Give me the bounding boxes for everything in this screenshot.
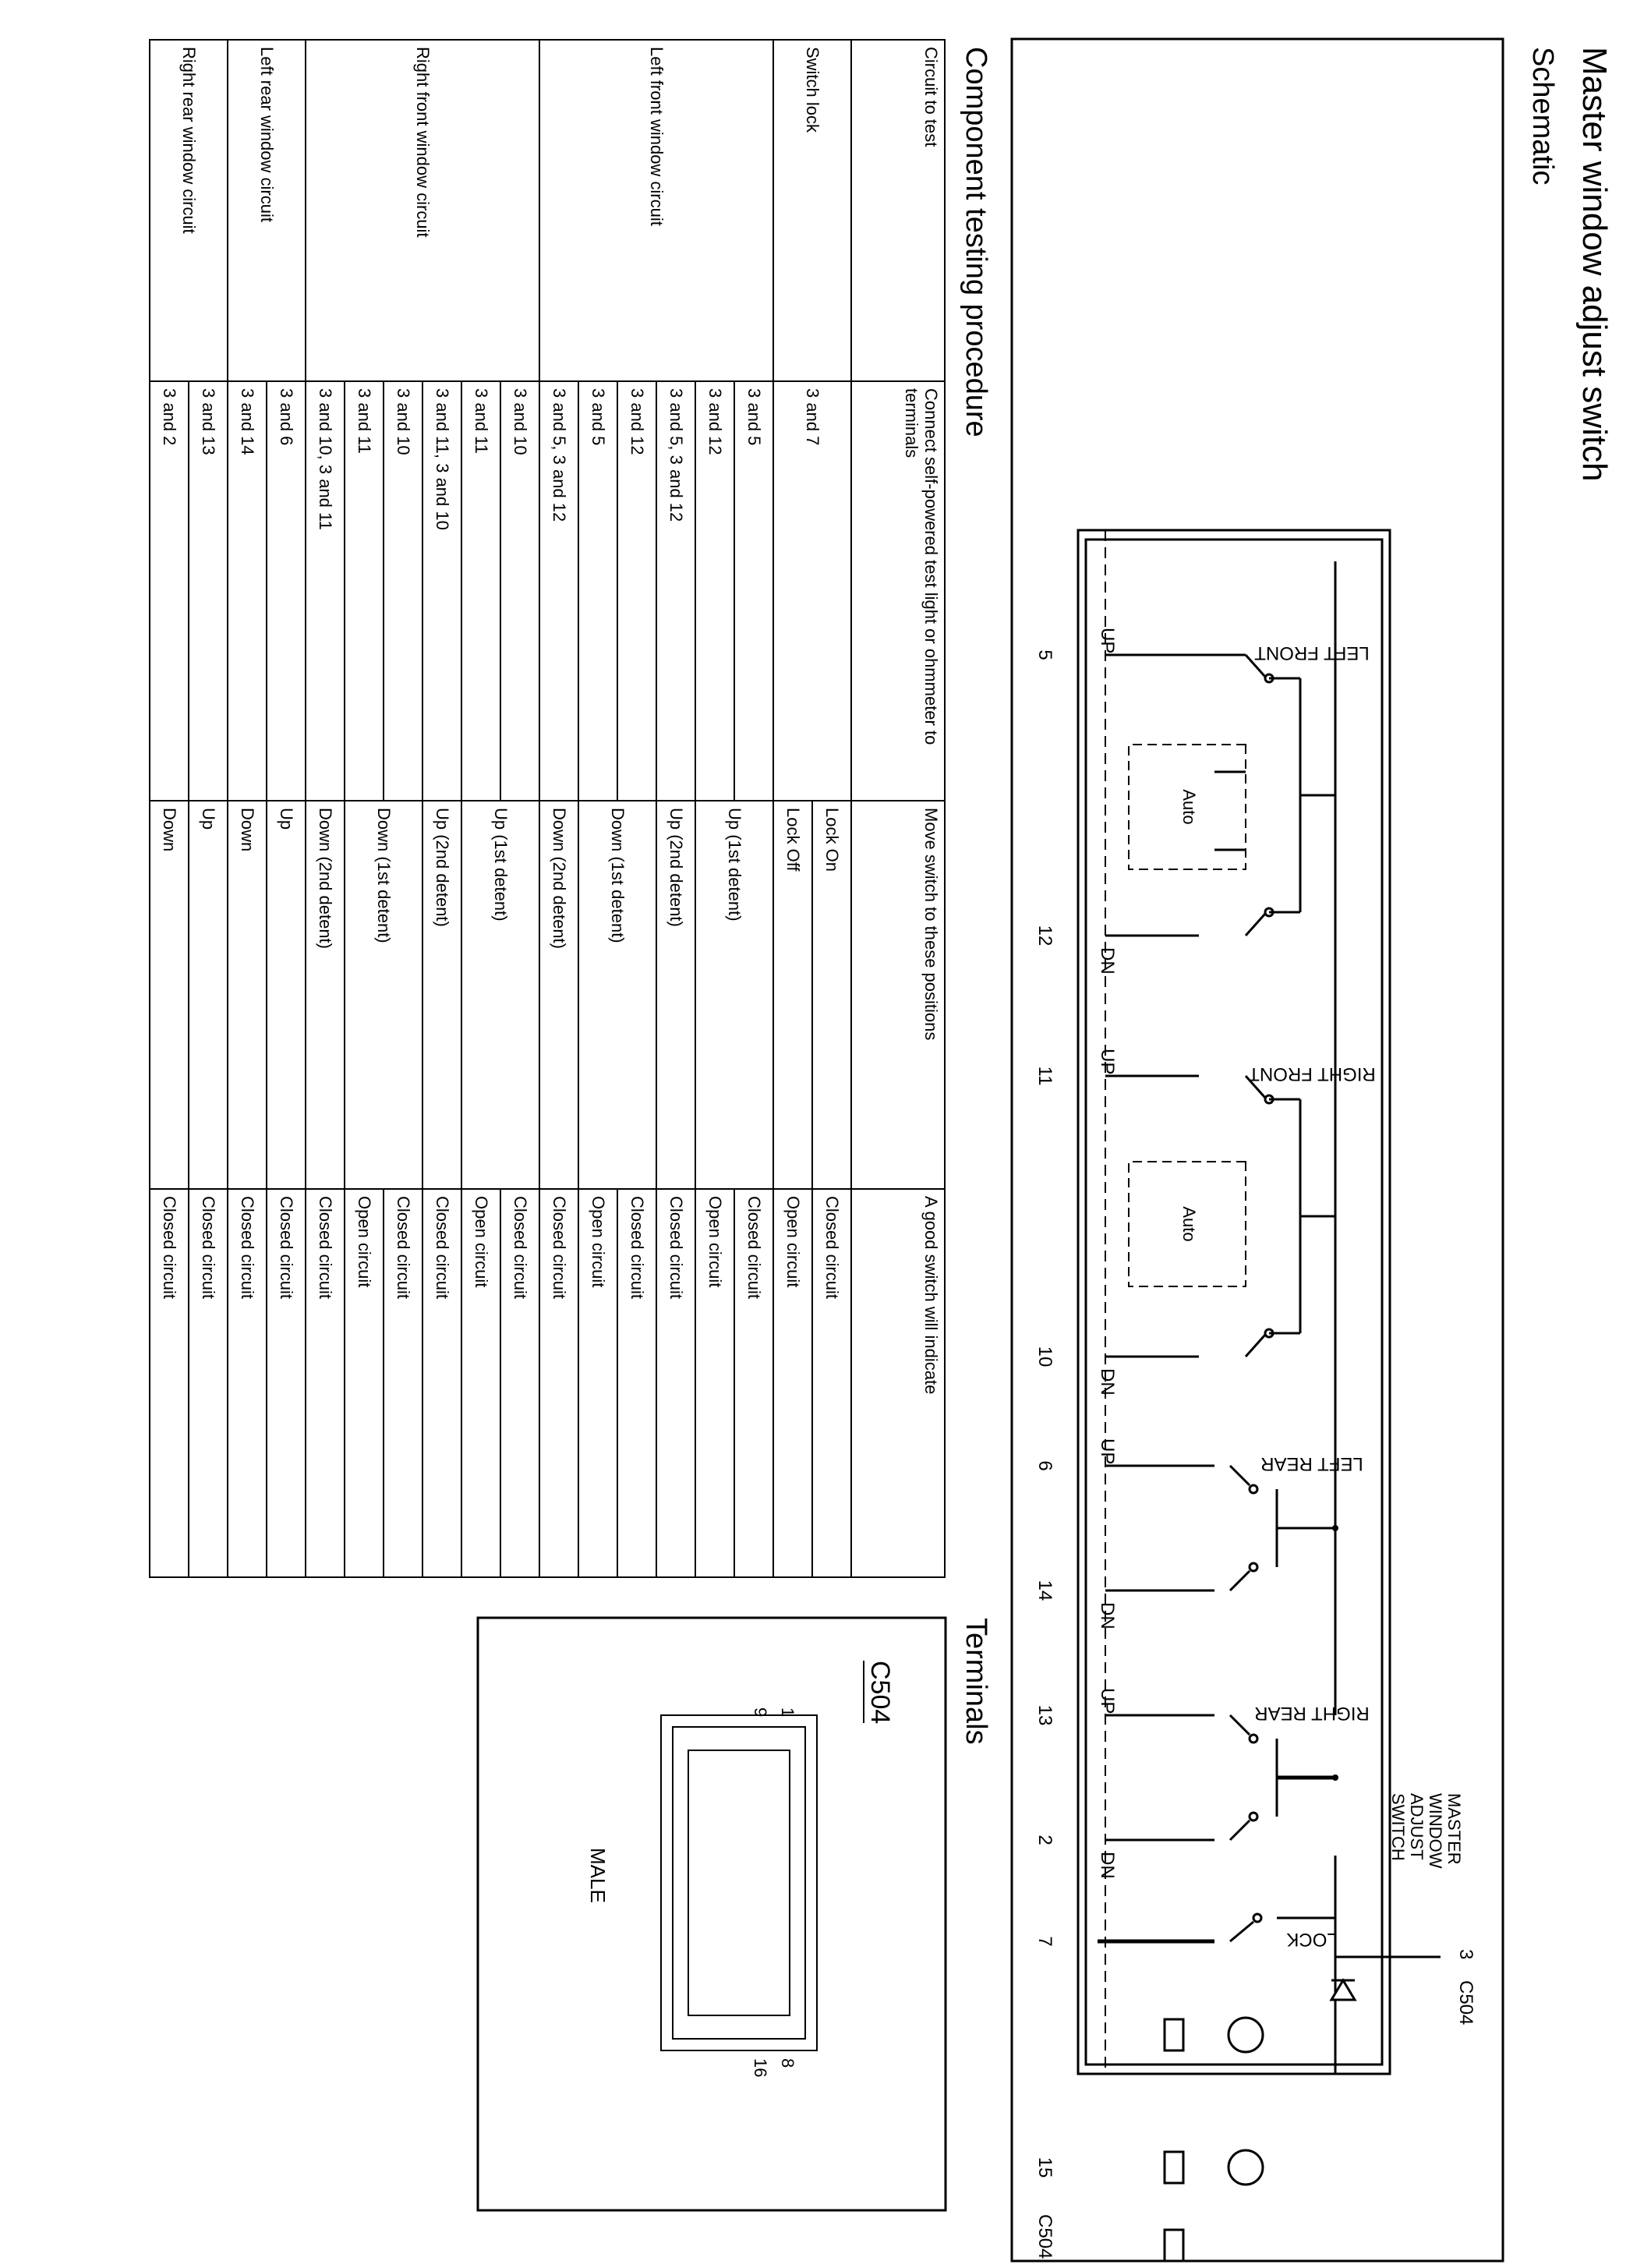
table-cell: Closed circuit — [150, 1189, 189, 1577]
table-cell: Lock Off — [773, 801, 812, 1189]
table-cell: Closed circuit — [734, 1189, 773, 1577]
section-label-right-rear: RIGHT REAR — [1254, 1703, 1370, 1724]
table-cell: Down (1st detent) — [345, 801, 422, 1189]
procedure-table — [149, 39, 946, 1578]
header-move: Move switch to these positions — [851, 801, 945, 1189]
table-cell: 3 and 10, 3 and 11 — [306, 381, 345, 801]
circuit-right-front: Right front window circuit — [306, 40, 539, 381]
pin-label-5: 5 — [1034, 649, 1055, 660]
section-label-right-front: RIGHT FRONT — [1248, 1063, 1376, 1084]
table-cell: Closed circuit — [189, 1189, 228, 1577]
table-cell: Open circuit — [345, 1189, 384, 1577]
pin-label-11: 11 — [1034, 1066, 1055, 1086]
table-cell: 3 and 13 — [189, 381, 228, 801]
pin-number-16: 16 — [751, 2058, 770, 2078]
table-cell: Down (2nd detent) — [306, 801, 345, 1189]
table-cell: Open circuit — [578, 1189, 617, 1577]
table-cell: 3 and 14 — [228, 381, 267, 801]
table-cell: 3 and 6 — [267, 381, 306, 801]
table-cell: Closed circuit — [500, 1189, 539, 1577]
pin-label-10: 10 — [1034, 1346, 1055, 1368]
right-front-switch-group — [1105, 1076, 1335, 1357]
up-label-right-front: UP — [1097, 1049, 1118, 1075]
left-front-switch-group — [1105, 655, 1335, 936]
table-cell: Open circuit — [695, 1189, 734, 1577]
pin-label-14: 14 — [1034, 1580, 1055, 1601]
up-label-left-rear: UP — [1097, 1438, 1118, 1465]
pin-label-2: 2 — [1034, 1835, 1055, 1845]
header-circuit: Circuit to test — [851, 40, 945, 381]
dn-label-left-front: DN — [1097, 947, 1118, 975]
table-cell: 3 and 5 — [734, 381, 773, 801]
up-label-left-front: UP — [1097, 628, 1118, 654]
table-cell: 3 and 12 — [617, 381, 656, 801]
auto-label-right: Auto — [1179, 1206, 1199, 1242]
table-cell: Up (2nd detent) — [422, 801, 461, 1189]
pin-label-7: 7 — [1034, 1936, 1055, 1947]
table-cell: Up (2nd detent) — [656, 801, 695, 1189]
table-cell: Closed circuit — [267, 1189, 306, 1577]
connector-diagram — [466, 1614, 949, 2222]
procedure-heading: Component testing procedure — [960, 47, 992, 437]
pin-label-13: 13 — [1034, 1704, 1055, 1726]
pin-label-6: 6 — [1034, 1460, 1055, 1471]
section-label-left-rear: LEFT REAR — [1260, 1453, 1363, 1474]
table-cell: Lock On — [812, 801, 851, 1189]
section-label-left-front: LEFT FRONT — [1254, 642, 1370, 663]
table-cell: Down — [228, 801, 267, 1189]
table-cell: 3 and 7 — [773, 381, 851, 801]
table-cell: Closed circuit — [384, 1189, 422, 1577]
table-cell: Closed circuit — [617, 1189, 656, 1577]
table-cell: 3 and 11 — [461, 381, 500, 801]
table-cell: 3 and 5 — [578, 381, 617, 801]
component-label-line4: SWITCH — [1388, 1793, 1408, 1861]
schematic-heading: Schematic — [1526, 47, 1559, 186]
header-result: A good switch will indicate — [851, 1189, 945, 1577]
auto-label-left: Auto — [1179, 789, 1199, 825]
circuit-right-rear: Right rear window circuit — [150, 40, 228, 381]
pin-label-12: 12 — [1034, 925, 1055, 946]
table-cell: 3 and 5, 3 and 12 — [656, 381, 695, 801]
up-label-right-rear: UP — [1097, 1688, 1118, 1714]
procedure-table-wrap — [149, 39, 946, 1598]
table-cell: Down (2nd detent) — [539, 801, 578, 1189]
table-cell: Up (1st detent) — [461, 801, 539, 1189]
header-connect: Connect self-powered test light or ohmmeter to terminals — [851, 381, 945, 801]
page-title: Master window adjust switch — [1575, 47, 1614, 482]
table-cell: Open circuit — [773, 1189, 812, 1577]
circuit-switch-lock: Switch lock — [773, 40, 851, 381]
circuit-left-front: Left front window circuit — [539, 40, 773, 381]
rear-switch-groups — [1105, 1466, 1335, 1840]
table-cell: Closed circuit — [812, 1189, 851, 1577]
lock-switch-group — [1098, 1856, 1355, 2261]
table-cell: Closed circuit — [422, 1189, 461, 1577]
pin-number-1: 1 — [778, 1707, 797, 1718]
component-label-line3: ADJUST — [1407, 1793, 1427, 1860]
table-cell: Closed circuit — [228, 1189, 267, 1577]
table-cell: Down — [150, 801, 189, 1189]
table-cell: 3 and 10 — [384, 381, 422, 801]
component-label-line1: MASTER — [1444, 1793, 1464, 1865]
table-cell: 3 and 12 — [695, 381, 734, 801]
pin-number-9: 9 — [751, 1707, 770, 1718]
pin-label-15: 15 — [1034, 2157, 1055, 2178]
table-cell: Up — [267, 801, 306, 1189]
table-cell: Up — [189, 801, 228, 1189]
pin-number-8: 8 — [778, 2058, 797, 2068]
connector-body — [661, 1715, 817, 2050]
section-label-lock: LOCK — [1286, 1929, 1338, 1950]
table-cell: 3 and 11, 3 and 10 — [422, 381, 461, 801]
dn-label-left-rear: DN — [1097, 1602, 1118, 1629]
table-cell: Open circuit — [461, 1189, 500, 1577]
top-pin-label: 3 — [1455, 1949, 1476, 1960]
table-cell: 3 and 10 — [500, 381, 539, 801]
gender-label: MALE — [586, 1848, 610, 1903]
circuit-left-rear: Left rear window circuit — [228, 40, 306, 381]
table-cell: 3 and 11 — [345, 381, 384, 801]
connector-title: C504 — [865, 1661, 895, 1725]
table-cell: Closed circuit — [656, 1189, 695, 1577]
table-cell: Up (1st detent) — [695, 801, 773, 1189]
table-cell: Closed circuit — [306, 1189, 345, 1577]
component-label-line2: WINDOW — [1426, 1793, 1445, 1869]
pin-15-connector: C504 — [1034, 2214, 1055, 2259]
table-cell: Down (1st detent) — [578, 801, 656, 1189]
dn-label-right-front: DN — [1097, 1368, 1118, 1396]
terminals-heading: Terminals — [960, 1618, 992, 1745]
dn-label-right-rear: DN — [1097, 1852, 1118, 1879]
table-cell: 3 and 5, 3 and 12 — [539, 381, 578, 801]
top-connector-label: C504 — [1455, 1980, 1476, 2026]
table-cell: 3 and 2 — [150, 381, 189, 801]
table-cell: Closed circuit — [539, 1189, 578, 1577]
